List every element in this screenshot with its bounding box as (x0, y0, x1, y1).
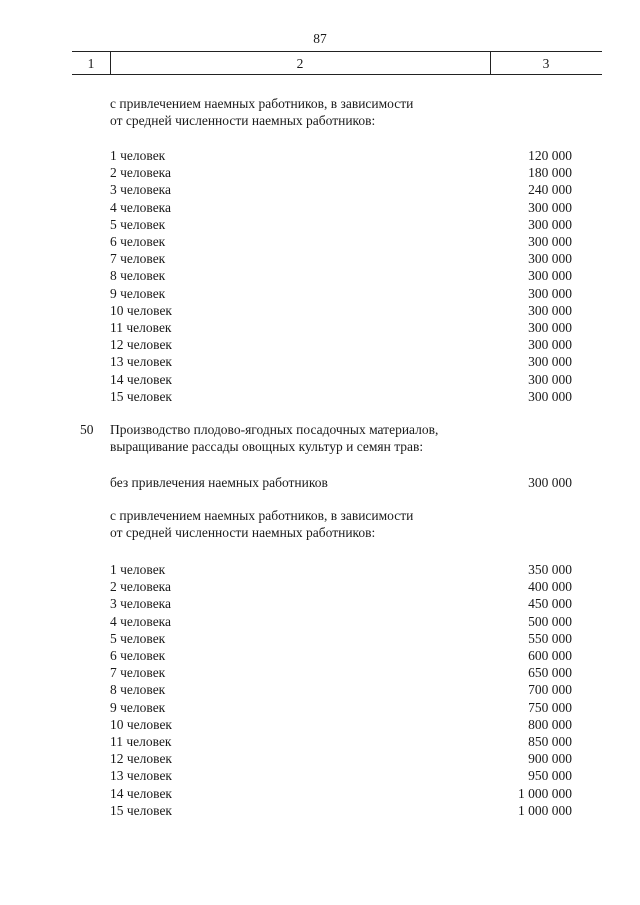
list-item (110, 785, 572, 802)
list-item-label: 11 человек (110, 320, 172, 335)
list-item-value: 300 000 (528, 320, 572, 335)
list-item-value: 500 000 (528, 613, 572, 629)
list-item-label: 4 человека (110, 613, 172, 629)
list-item (110, 767, 572, 784)
list-item-label: 12 человек (110, 751, 172, 767)
list-item (110, 302, 572, 319)
list-item-label: 12 человек (110, 337, 172, 353)
list-item-value: 300 000 (528, 285, 572, 301)
list-item-label: 9 человек (110, 285, 166, 301)
item-intro-line-2: от средней численности наемных работников: (110, 525, 376, 540)
list-item (110, 285, 572, 302)
table-header (72, 51, 602, 75)
list-item-label: 15 человек (110, 388, 172, 404)
list-item-value: 800 000 (528, 716, 572, 732)
list-item-value: 450 000 (528, 596, 572, 612)
list-item-value: 300 000 (528, 371, 572, 387)
section-a-intro-line-1: с привлечением наемных работников, в зависимости (110, 96, 414, 111)
list-item (110, 699, 572, 716)
list-item (110, 250, 572, 267)
list-item (110, 164, 572, 181)
list-item-value: 550 000 (528, 630, 572, 646)
list-item-value: 700 000 (528, 682, 572, 698)
list-item-value: 900 000 (528, 751, 572, 767)
list-item-label: 11 человек (110, 734, 172, 749)
list-item-label: 14 человек (110, 785, 172, 801)
list-item-label: 10 человек (110, 716, 172, 732)
list-item-value: 180 000 (528, 165, 572, 181)
list-item-label: 1 человек (110, 562, 166, 577)
list-item (110, 681, 572, 698)
list-item (110, 561, 572, 578)
list-item-value: 300 000 (528, 199, 572, 215)
list-item-value: 300 000 (528, 388, 572, 404)
page-number: 87 (313, 31, 327, 46)
list-item-label: 2 человека (110, 579, 172, 595)
list-item-value: 300 000 (528, 234, 572, 249)
list-item-label: 7 человек (110, 665, 166, 681)
list-item-label: 7 человек (110, 251, 166, 267)
list-item-label: 13 человек (110, 768, 172, 784)
item-title-line-2: выращивание рассады овощных культур и семян трав: (110, 439, 424, 454)
list-item-value: 240 000 (528, 182, 572, 198)
list-item-label: 8 человек (110, 268, 166, 284)
list-item-value: 650 000 (528, 665, 572, 681)
header-col-3: 3 (542, 56, 550, 71)
list-item (110, 733, 572, 750)
list-item (110, 147, 572, 164)
list-item-label: 3 человека (110, 596, 172, 612)
item-number: 50 (80, 422, 94, 437)
list-item (110, 353, 572, 370)
list-item-value: 300 000 (528, 251, 572, 267)
header-col-2: 2 (296, 56, 304, 71)
list-item (110, 199, 572, 216)
list-item-value: 750 000 (528, 699, 572, 715)
no-workers-label: без привлечения наемных работников (110, 475, 328, 490)
list-item-label: 10 человек (110, 302, 172, 318)
item-intro-line-1: с привлечением наемных работников, в зависимости (110, 508, 414, 523)
list-item-value: 600 000 (528, 648, 572, 663)
list-item (110, 716, 572, 733)
no-workers-value: 300 000 (528, 475, 572, 490)
list-item-label: 9 человек (110, 699, 166, 715)
list-item-label: 3 человека (110, 182, 172, 198)
list-item (110, 578, 572, 595)
list-item (110, 371, 572, 388)
list-item (110, 319, 572, 336)
list-item (110, 267, 572, 284)
list-item-label: 14 человек (110, 371, 172, 387)
list-item-label: 5 человек (110, 630, 166, 646)
list-item (110, 750, 572, 767)
list-item (110, 216, 572, 233)
section-a-intro-line-2: от средней численности наемных работников: (110, 113, 376, 128)
list-item-label: 15 человек (110, 802, 172, 818)
list-item-value: 1 000 000 (518, 802, 572, 818)
list-item-label: 4 человека (110, 199, 172, 215)
list-item-value: 850 000 (528, 734, 572, 749)
list-item-value: 300 000 (528, 354, 572, 370)
list-item (110, 630, 572, 647)
list-item-value: 300 000 (528, 302, 572, 318)
item-title-line-1: Производство плодово-ягодных посадочных материалов, (110, 422, 439, 437)
list-item-value: 120 000 (528, 148, 572, 163)
list-item-value: 1 000 000 (518, 785, 572, 801)
list-item-label: 8 человек (110, 682, 166, 698)
list-item-value: 350 000 (528, 562, 572, 577)
list-item-label: 6 человек (110, 234, 166, 249)
list-item (110, 336, 572, 353)
list-item (110, 595, 572, 612)
no-workers-row (110, 474, 572, 491)
list-item-value: 400 000 (528, 579, 572, 595)
list-item (110, 664, 572, 681)
list-item (110, 802, 572, 819)
list-item-value: 950 000 (528, 768, 572, 784)
list-item-value: 300 000 (528, 216, 572, 232)
list-item-label: 2 человека (110, 165, 172, 181)
list-item-value: 300 000 (528, 337, 572, 353)
list-item-label: 13 человек (110, 354, 172, 370)
list-item-label: 6 человек (110, 648, 166, 663)
list-item (110, 388, 572, 405)
list-item (110, 233, 572, 250)
list-item (110, 613, 572, 630)
list-item (110, 647, 572, 664)
list-item-label: 5 человек (110, 216, 166, 232)
list-item-label: 1 человек (110, 148, 166, 163)
list-item (110, 181, 572, 198)
list-item-value: 300 000 (528, 268, 572, 284)
header-col-1: 1 (87, 56, 95, 71)
